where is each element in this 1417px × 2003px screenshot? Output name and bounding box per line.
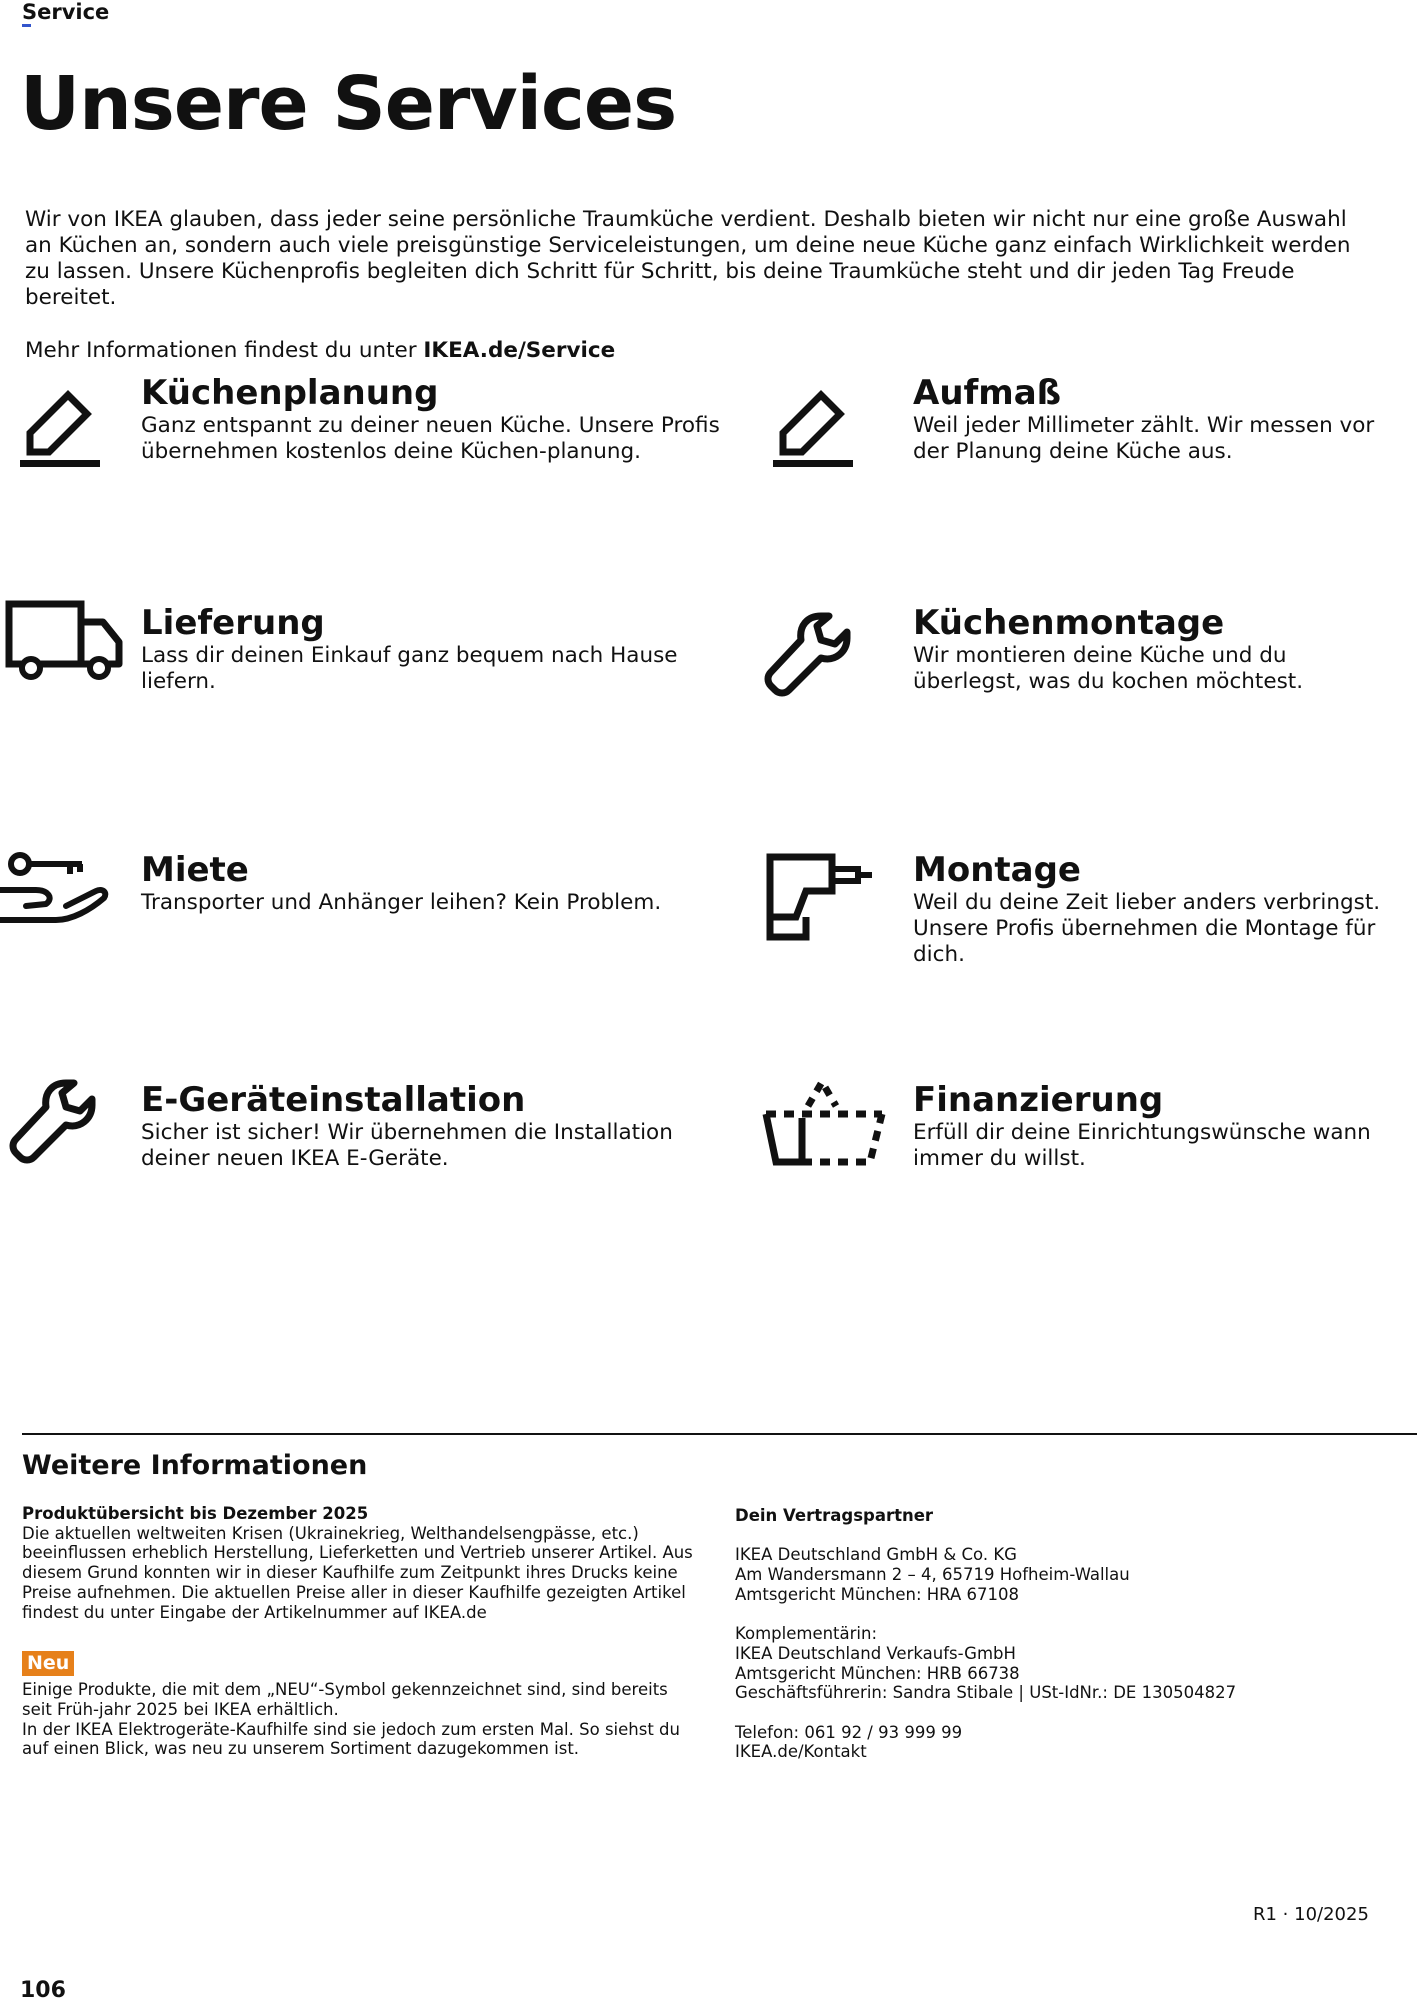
managing-director: Geschäftsführerin: Sandra Stibale | USt-IdNr.: DE 130504827 <box>735 1683 1237 1703</box>
wrench-icon <box>763 610 853 700</box>
truck-icon <box>5 600 123 682</box>
service-title: E-Geräteinstallation <box>141 1080 526 1120</box>
info-heading: Dein Vertragspartner <box>735 1506 934 1525</box>
phone: Telefon: 061 92 / 93 999 99 <box>735 1722 963 1742</box>
section-underline <box>22 24 31 27</box>
divider <box>22 1433 1417 1435</box>
company-court: Amtsgericht München: HRA 67108 <box>735 1584 1019 1604</box>
company-name: IKEA Deutschland GmbH & Co. KG <box>735 1545 1017 1565</box>
intro-text <box>25 207 1355 364</box>
service-aufmass <box>913 373 1383 465</box>
service-link[interactable]: IKEA.de/Service <box>423 338 616 363</box>
pencil-icon <box>20 380 102 470</box>
shopping-bag-icon <box>762 1078 892 1168</box>
company-address: Am Wandersmann 2 – 4, 65719 Hofheim-Wallau <box>735 1565 1130 1585</box>
info-heading: Produktübersicht bis Dezember 2025 <box>22 1504 369 1523</box>
service-montage <box>913 850 1383 968</box>
intro-paragraph: Wir von IKEA glauben, dass jeder seine persönliche Traumküche verdient. Deshalb bieten wir nicht nur eine große Auswahl an Küchen an, sondern auch viele preisgünstige Serviceleistungen, um deine neue Küche ganz einfach Wirklichkeit werden zu lassen. Unsere Küchenprofis begleiten dich Schritt für Schritt, bis deine Traumküche steht und dir jeden Tag Freude bereitet. <box>25 207 1351 310</box>
info-product-overview <box>22 1504 702 1759</box>
service-description: Weil du deine Zeit lieber anders verbringst. Unsere Profis übernehmen die Montage für dich. <box>913 890 1381 967</box>
page-number: 106 <box>20 1978 66 2003</box>
version-label: R1 · 10/2025 <box>1253 1904 1369 1925</box>
contact-link[interactable]: IKEA.de/Kontakt <box>735 1742 867 1762</box>
service-title: Aufmaß <box>913 373 1062 413</box>
service-lieferung <box>141 603 721 695</box>
new-text: Einige Produkte, die mit dem „NEU“-Symbol gekennzeichnet sind, sind bereits seit Früh-jahr 2025 bei IKEA erhältlich. <box>22 1680 668 1719</box>
service-finanzierung <box>913 1080 1383 1172</box>
service-description: Sicher ist sicher! Wir übernehmen die Installation deiner neuen IKEA E-Geräte. <box>141 1120 673 1171</box>
service-title: Finanzierung <box>913 1080 1164 1120</box>
complementary-court: Amtsgericht München: HRB 66738 <box>735 1663 1020 1683</box>
complementary-name: IKEA Deutschland Verkaufs-GmbH <box>735 1643 1016 1663</box>
service-title: Montage <box>913 850 1081 890</box>
service-title: Küchenplanung <box>141 373 439 413</box>
more-info-line <box>25 338 1355 364</box>
service-kuechenmontage <box>913 603 1383 695</box>
service-title: Miete <box>141 850 249 890</box>
service-e-geraeteinstallation <box>141 1080 721 1172</box>
service-description: Erfüll dir deine Einrichtungswünsche wann immer du willst. <box>913 1120 1371 1171</box>
service-description: Lass dir deinen Einkauf ganz bequem nach Hause liefern. <box>141 643 678 694</box>
info-text: Die aktuellen weltweiten Krisen (Ukrainekrieg, Welthandelsengpässe, etc.) beeinflussen erheblich Herstellung, Lieferketten und Vertrieb unserer Artikel. Aus diesem Grund konnten wir in dieser Kaufhilfe zum Zeitpunkt ihres Drucks keine Preise aufnehmen. Die aktuellen Preise aller in dieser Kaufhilfe gezeigten Artikel findest du unter Eingabe der Artikelnummer auf IKEA.de <box>22 1523 693 1622</box>
section-label: Service <box>22 0 110 24</box>
wrench-icon <box>8 1077 98 1167</box>
service-description: Transporter und Anhänger leihen? Kein Problem. <box>141 890 662 915</box>
service-miete <box>141 850 721 916</box>
service-description: Weil jeder Millimeter zählt. Wir messen vor der Planung deine Küche aus. <box>913 413 1375 464</box>
complementary-label: Komplementärin: <box>735 1624 878 1644</box>
info-contract-partner <box>735 1506 1375 1762</box>
service-kuechenplanung <box>141 373 721 465</box>
hand-key-icon <box>0 848 110 930</box>
page-title: Unsere Services <box>20 61 677 147</box>
more-info-text: Mehr Informationen findest du unter <box>25 338 424 363</box>
service-title: Lieferung <box>141 603 325 643</box>
info-title: Weitere Informationen <box>22 1450 368 1481</box>
pencil-icon <box>773 380 855 470</box>
service-title: Küchenmontage <box>913 603 1225 643</box>
new-text: In der IKEA Elektrogeräte-Kaufhilfe sind sie jedoch zum ersten Mal. So siehst du auf einen Blick, was neu zu unserem Sortiment dazugekommen ist. <box>22 1719 680 1759</box>
new-badge: Neu <box>22 1651 74 1676</box>
service-description: Ganz entspannt zu deiner neuen Küche. Unsere Profis übernehmen kostenlos deine Küchen-planung. <box>141 413 720 464</box>
drill-icon <box>766 853 876 943</box>
service-description: Wir montieren deine Küche und du überlegst, was du kochen möchtest. <box>913 643 1304 694</box>
